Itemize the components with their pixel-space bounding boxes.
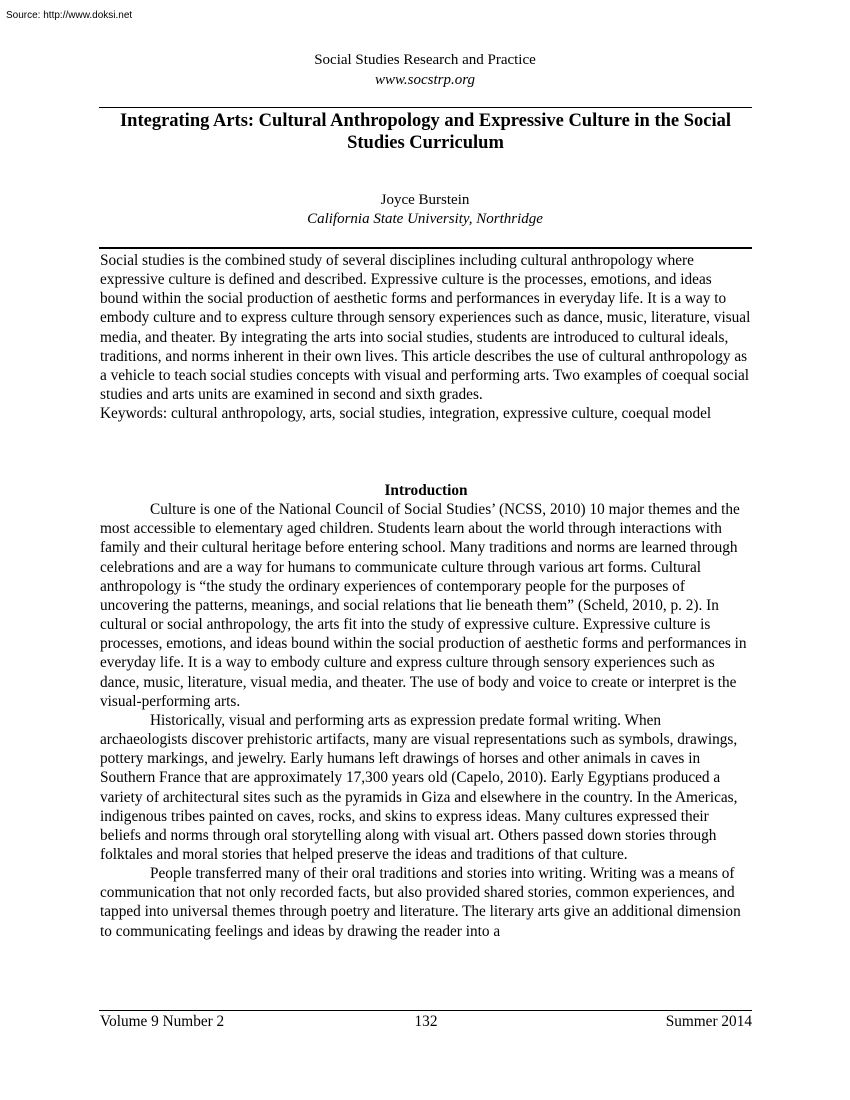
paragraph: Historically, visual and performing arts as expression predate formal writing. When archaeologists discover prehistoric artifacts, many are visual representations such as symbols, drawings, pottery markings, and jewelry. Early humans left drawings of horses and other animals in caves in Southern France that are approximately 17,300 years old (Capelo, 2010). Early Egyptians produced a variety of architectural sites such as the pyramids in Giza and elsewhere in the country. In the Americas, indigenous tribes painted on caves, rocks, and skins to express ideas. Many cultures expressed their beliefs and norms through oral storytelling along with visual art. Others passed down stories through folktales and moral stories that helped preserve the ideas and traditions of that culture. <box>100 711 738 863</box>
footer-volume: Volume 9 Number 2 <box>100 1013 225 1030</box>
abstract-text: Social studies is the combined study of several disciplines including cultural anthropology where expressive culture is defined and described. Expressive culture is the processes, emotions, and ideas bound within the social production of aesthetic forms and performances in everyday life. It is a way to embody culture and to express culture through sensory experiences such as dance, music, literature, visual media, and theater. By integrating the arts into social studies, students are introduced to cultural ideals, traditions, and norms inherent in their own lives. This article describes the use of cultural anthropology as a vehicle to teach social studies concepts with visual and performing arts. Two examples of coequal social studies and arts units are examined in second and sixth grades. <box>100 252 751 404</box>
paragraph: People transferred many of their oral traditions and stories into writing. Writing was a means of communication that not only recorded facts, but also provided shared stories, common experiences, and tapped into universal themes through poetry and literature. The literary arts give an additional dimension to communicating feelings and ideas by drawing the reader into a <box>100 865 741 940</box>
author-affiliation: California State University, Northridge <box>307 211 543 227</box>
abstract-section <box>100 251 752 423</box>
footer-rule <box>99 1010 752 1011</box>
header-rule <box>99 107 752 108</box>
source-label: Source: http://www.doksi.net <box>6 10 133 21</box>
keywords: Keywords: cultural anthropology, arts, social studies, integration, expressive culture, coequal model <box>100 405 712 423</box>
article-title: Integrating Arts: Cultural Anthropology and Expressive Culture in the Social Studies Curriculum <box>119 111 732 153</box>
introduction-section <box>100 481 752 941</box>
journal-name: Social Studies Research and Practice <box>314 52 536 68</box>
author-name: Joyce Burstein <box>380 192 470 208</box>
paragraph: Culture is one of the National Council of Social Studies’ (NCSS, 2010) 10 major themes and the most accessible to elementary aged children. Students learn about the world through interactions with family and their cultural heritage before entering school. Many traditions and norms are learned through celebrations and are a way for humans to communicate culture through various art forms. Cultural anthropology is “the study the ordinary experiences of contemporary people for the purposes of uncovering the patterns, meanings, and social relations that lie beneath them” (Scheld, 2010, p. 2). In cultural or social anthropology, the arts fit into the study of expressive culture. Expressive culture is processes, emotions, and ideas bound within the social production of aesthetic forms and performances in everyday life. It is a way to embody culture and express culture through sensory experiences such as dance, music, literature, visual media, and theater. The use of body and voice to create or interpret is the visual-performing arts. <box>100 501 747 710</box>
footer-season: Summer 2014 <box>665 1013 752 1030</box>
footer-page-number: 132 <box>414 1013 438 1030</box>
abstract-rule <box>99 247 752 249</box>
section-heading: Introduction <box>384 482 468 499</box>
page-footer <box>100 1012 752 1032</box>
journal-url[interactable]: www.socstrp.org <box>374 72 476 88</box>
